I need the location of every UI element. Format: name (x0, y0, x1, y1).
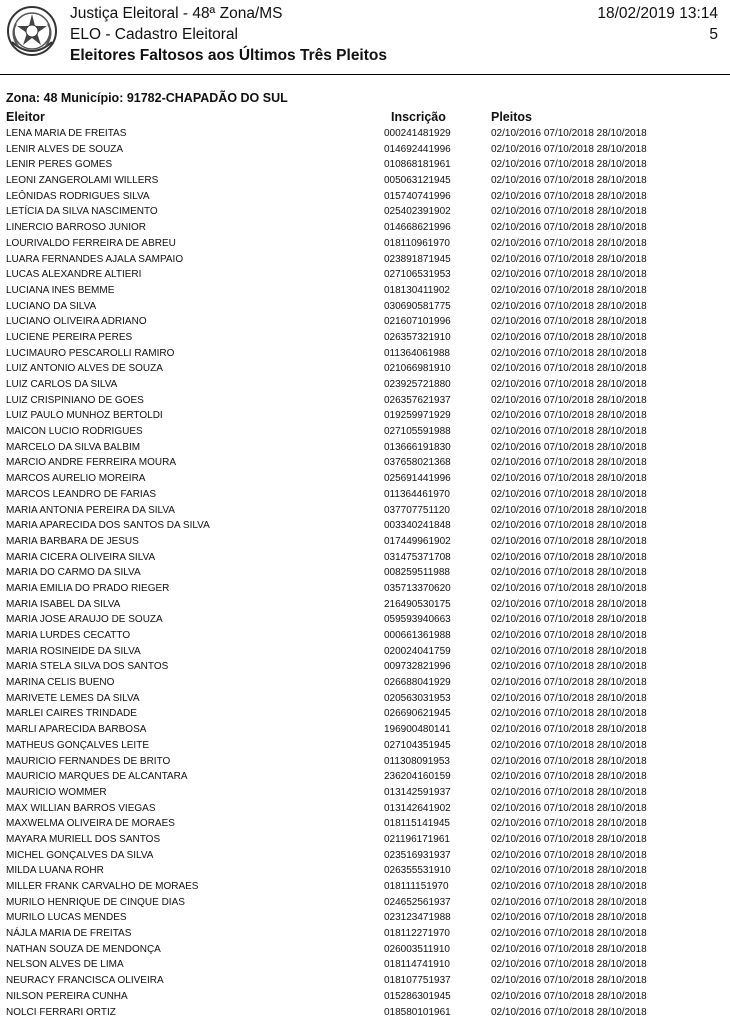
table-row (0, 754, 730, 770)
voter-name: LUARA FERNANDES AJALA SAMPAIO (6, 253, 184, 265)
voter-name: MARLI APARECIDA BARBOSA (6, 724, 147, 736)
missed-elections: 02/10/2016 07/10/2018 28/10/2018 (491, 567, 647, 579)
table-row (0, 1005, 730, 1021)
voter-name: LINERCIO BARROSO JUNIOR (6, 222, 147, 234)
voter-registration: 000241481929 (384, 128, 451, 139)
voter-name: MARINA CELIS BUENO (6, 677, 115, 689)
voter-name: LUIZ CRISPINIANO DE GOES (6, 394, 144, 406)
voter-registration: 030690581775 (384, 300, 451, 312)
voter-name: LEÔNIDAS RODRIGUES SILVA (6, 190, 150, 202)
table-row (0, 518, 730, 534)
table-row (0, 832, 730, 848)
column-header-pleitos: Pleitos (491, 110, 532, 124)
voter-registration: 035713370620 (384, 582, 451, 594)
report-datetime: 18/02/2019 13:14 (597, 5, 718, 22)
voter-registration: 025691441996 (384, 473, 451, 485)
voter-name: MARIA CICERA OLIVEIRA SILVA (6, 551, 156, 563)
missed-elections: 02/10/2016 07/10/2018 28/10/2018 (491, 582, 647, 594)
table-row (0, 157, 730, 173)
voter-name: MURILO LUCAS MENDES (6, 912, 127, 924)
voter-name: MARLEI CAIRES TRINDADE (6, 708, 137, 720)
voter-registration: 025402391902 (384, 206, 451, 218)
page-number: 5 (709, 26, 718, 43)
table-row (0, 722, 730, 738)
missed-elections: 02/10/2016 07/10/2018 28/10/2018 (491, 535, 647, 547)
voter-name: LENIR ALVES DE SOUZA (6, 143, 124, 155)
missed-elections: 02/10/2016 07/10/2018 28/10/2018 (491, 551, 647, 563)
voter-name: LEONI ZANGEROLAMI WILLERS (6, 175, 159, 187)
missed-elections: 02/10/2016 07/10/2018 28/10/2018 (491, 488, 647, 500)
voter-registration: 018110961970 (384, 237, 450, 249)
voter-registration: 008259511988 (384, 567, 450, 579)
table-row (0, 330, 730, 346)
table-row (0, 691, 730, 707)
voter-registration: 018114741910 (384, 959, 450, 971)
voter-registration: 027104351945 (384, 739, 451, 751)
missed-elections: 02/10/2016 07/10/2018 28/10/2018 (491, 410, 647, 422)
voter-registration: 005063121945 (384, 175, 451, 187)
voter-registration: 015286301945 (384, 990, 451, 1002)
missed-elections: 02/10/2016 07/10/2018 28/10/2018 (491, 614, 647, 626)
missed-elections: 02/10/2016 07/10/2018 28/10/2018 (491, 457, 647, 469)
missed-elections: 02/10/2016 07/10/2018 28/10/2018 (491, 677, 647, 689)
table-row (0, 926, 730, 942)
voter-name: MAURICIO MARQUES DE ALCANTARA (6, 771, 188, 783)
court-name: Justiça Eleitoral - 48ª Zona/MS (70, 5, 283, 22)
missed-elections: 02/10/2016 07/10/2018 28/10/2018 (491, 316, 647, 328)
table-row (0, 314, 730, 330)
voter-name: LUCIENE PEREIRA PERES (6, 331, 133, 343)
missed-elections: 02/10/2016 07/10/2018 28/10/2018 (491, 520, 647, 532)
voter-registration: 020024041759 (384, 645, 451, 657)
voter-name: LUIZ CARLOS DA SILVA (6, 379, 118, 390)
voter-registration: 021607101996 (384, 316, 451, 328)
table-row (0, 895, 730, 911)
missed-elections: 02/10/2016 07/10/2018 28/10/2018 (491, 394, 647, 406)
voter-registration: 026690621945 (384, 708, 451, 720)
voter-registration: 037658021368 (384, 457, 451, 469)
coat-of-arms-icon (6, 4, 58, 58)
zone-municipality: Zona: 48 Município: 91782-CHAPADÃO DO SUL (6, 91, 288, 105)
voter-registration: 018115141945 (384, 818, 450, 830)
report-header (0, 0, 730, 74)
missed-elections: 02/10/2016 07/10/2018 28/10/2018 (491, 833, 647, 845)
table-row (0, 455, 730, 471)
voter-name: MARIA JOSE ARAUJO DE SOUZA (6, 614, 163, 626)
missed-elections: 02/10/2016 07/10/2018 28/10/2018 (491, 865, 647, 877)
table-row (0, 644, 730, 660)
voter-name: NELSON ALVES DE LIMA (6, 959, 124, 971)
voter-name: MAURICIO FERNANDES DE BRITO (6, 755, 171, 767)
table-row (0, 879, 730, 895)
voter-registration: 018130411902 (384, 284, 450, 296)
voter-registration: 026357621937 (384, 394, 451, 406)
header-divider (0, 74, 730, 75)
voter-registration: 026355531910 (384, 865, 451, 877)
voter-registration: 026003511910 (384, 943, 450, 955)
voter-name: LUCIANA INES BEMME (6, 284, 115, 296)
voter-registration: 020563031953 (384, 692, 451, 704)
table-row (0, 283, 730, 299)
voter-registration: 011308091953 (384, 755, 450, 767)
missed-elections: 02/10/2016 07/10/2018 28/10/2018 (491, 802, 647, 814)
table-row (0, 942, 730, 958)
voter-registration: 013142641902 (384, 802, 451, 814)
voter-name: LUCAS ALEXANDRE ALTIERI (6, 269, 142, 281)
missed-elections: 02/10/2016 07/10/2018 28/10/2018 (491, 473, 647, 485)
voter-name: NÁJLA MARIA DE FREITAS (6, 928, 132, 940)
voter-name: MAXWELMA OLIVEIRA DE MORAES (6, 818, 175, 830)
table-row (0, 581, 730, 597)
table-row (0, 550, 730, 566)
voter-name: MARCOS AURELIO MOREIRA (6, 473, 146, 485)
voter-name: LOURIVALDO FERREIRA DE ABREU (6, 237, 176, 249)
missed-elections: 02/10/2016 07/10/2018 28/10/2018 (491, 912, 647, 924)
voter-registration: 013142591937 (384, 786, 451, 798)
voter-name: MARIA EMILIA DO PRADO RIEGER (6, 582, 170, 594)
table-row (0, 848, 730, 864)
voter-registration: 003340241848 (384, 520, 451, 532)
missed-elections: 02/10/2016 07/10/2018 28/10/2018 (491, 222, 647, 234)
voter-registration: 026688041929 (384, 677, 451, 689)
voter-registration: 019259971929 (384, 410, 451, 422)
table-row (0, 706, 730, 722)
voter-registration: 010868181961 (384, 159, 451, 171)
voter-name: MARIA ISABEL DA SILVA (6, 598, 121, 610)
missed-elections: 02/10/2016 07/10/2018 28/10/2018 (491, 504, 647, 516)
table-row (0, 173, 730, 189)
missed-elections: 02/10/2016 07/10/2018 28/10/2018 (491, 771, 647, 783)
voter-name: NEURACY FRANCISCA OLIVEIRA (6, 975, 164, 987)
missed-elections: 02/10/2016 07/10/2018 28/10/2018 (491, 426, 647, 438)
voter-name: MAURICIO WOMMER (6, 786, 107, 798)
voter-name: MARIA DO CARMO DA SILVA (6, 567, 141, 579)
voter-registration: 014692441996 (384, 143, 451, 155)
voter-registration: 031475371708 (384, 551, 451, 563)
table-row (0, 346, 730, 362)
missed-elections: 02/10/2016 07/10/2018 28/10/2018 (491, 724, 647, 736)
voter-name: LENA MARIA DE FREITAS (6, 128, 127, 139)
table-row (0, 220, 730, 236)
voter-registration: 018112271970 (384, 928, 450, 940)
missed-elections: 02/10/2016 07/10/2018 28/10/2018 (491, 849, 647, 861)
column-header-inscricao: Inscrição (391, 110, 446, 124)
table-row (0, 189, 730, 205)
table-row (0, 267, 730, 283)
voter-registration: 018107751937 (384, 975, 451, 987)
voter-name: MURILO HENRIQUE DE CINQUE DIAS (6, 896, 185, 908)
missed-elections: 02/10/2016 07/10/2018 28/10/2018 (491, 379, 647, 390)
voter-registration: 011364061988 (384, 347, 450, 359)
voter-name: MARIA ROSINEIDE DA SILVA (6, 645, 141, 657)
table-row (0, 816, 730, 832)
missed-elections: 02/10/2016 07/10/2018 28/10/2018 (491, 347, 647, 359)
voter-name: MAICON LUCIO RODRIGUES (6, 426, 143, 438)
voter-registration: 026357321910 (384, 331, 451, 343)
voter-name: LETÍCIA DA SILVA NASCIMENTO (6, 206, 158, 218)
table-row (0, 675, 730, 691)
table-row (0, 408, 730, 424)
table-row (0, 628, 730, 644)
voter-registration: 037707751120 (384, 504, 450, 516)
voter-name: MARIA LURDES CECATTO (6, 630, 131, 641)
missed-elections: 02/10/2016 07/10/2018 28/10/2018 (491, 300, 647, 312)
table-row (0, 142, 730, 158)
missed-elections: 02/10/2016 07/10/2018 28/10/2018 (491, 630, 647, 641)
voter-registration: 023516931937 (384, 849, 451, 861)
table-row (0, 534, 730, 550)
voter-name: MATHEUS GONÇALVES LEITE (6, 739, 149, 751)
missed-elections: 02/10/2016 07/10/2018 28/10/2018 (491, 363, 647, 375)
voter-list (0, 126, 730, 1020)
table-row (0, 863, 730, 879)
voter-name: MARIA ANTONIA PEREIRA DA SILVA (6, 504, 175, 516)
missed-elections: 02/10/2016 07/10/2018 28/10/2018 (491, 786, 647, 798)
table-row (0, 910, 730, 926)
table-row (0, 612, 730, 628)
voter-name: MARIA APARECIDA DOS SANTOS DA SILVA (6, 520, 210, 532)
missed-elections: 02/10/2016 07/10/2018 28/10/2018 (491, 237, 647, 249)
table-row (0, 126, 730, 142)
missed-elections: 02/10/2016 07/10/2018 28/10/2018 (491, 331, 647, 343)
voter-registration: 216490530175 (384, 598, 451, 610)
voter-registration: 059593940663 (384, 614, 451, 626)
voter-name: MICHEL GONÇALVES DA SILVA (6, 849, 154, 861)
table-row (0, 252, 730, 268)
table-row (0, 659, 730, 675)
voter-registration: 027105591988 (384, 426, 451, 438)
voter-registration: 196900480141 (384, 724, 451, 736)
table-row (0, 393, 730, 409)
voter-name: NATHAN SOUZA DE MENDONÇA (6, 943, 161, 955)
missed-elections: 02/10/2016 07/10/2018 28/10/2018 (491, 253, 647, 265)
table-row (0, 785, 730, 801)
table-row (0, 957, 730, 973)
missed-elections: 02/10/2016 07/10/2018 28/10/2018 (491, 739, 647, 751)
voter-registration: 009732821996 (384, 661, 451, 673)
voter-registration: 011364461970 (384, 488, 450, 500)
missed-elections: 02/10/2016 07/10/2018 28/10/2018 (491, 959, 647, 971)
voter-registration: 018580101961 (384, 1006, 451, 1018)
missed-elections: 02/10/2016 07/10/2018 28/10/2018 (491, 206, 647, 218)
voter-name: LUIZ ANTONIO ALVES DE SOUZA (6, 363, 163, 375)
table-row (0, 597, 730, 613)
voter-name: LUCIMAURO PESCAROLLI RAMIRO (6, 347, 175, 359)
missed-elections: 02/10/2016 07/10/2018 28/10/2018 (491, 284, 647, 296)
missed-elections: 02/10/2016 07/10/2018 28/10/2018 (491, 708, 647, 720)
voter-registration: 023123471988 (384, 912, 451, 924)
table-row (0, 424, 730, 440)
missed-elections: 02/10/2016 07/10/2018 28/10/2018 (491, 1006, 647, 1018)
table-row (0, 738, 730, 754)
table-row (0, 565, 730, 581)
table-row (0, 989, 730, 1005)
voter-name: MARCELO DA SILVA BALBIM (6, 441, 141, 453)
voter-name: LUCIANO OLIVEIRA ADRIANO (6, 316, 147, 328)
missed-elections: 02/10/2016 07/10/2018 28/10/2018 (491, 598, 647, 610)
voter-registration: 014668621996 (384, 222, 451, 234)
system-name: ELO - Cadastro Eleitoral (70, 26, 238, 43)
table-row (0, 299, 730, 315)
table-row (0, 973, 730, 989)
voter-name: NILSON PEREIRA CUNHA (6, 990, 128, 1002)
voter-registration: 013666191830 (384, 441, 451, 453)
missed-elections: 02/10/2016 07/10/2018 28/10/2018 (491, 128, 647, 139)
missed-elections: 02/10/2016 07/10/2018 28/10/2018 (491, 645, 647, 657)
voter-name: MARCOS LEANDRO DE FARIAS (6, 488, 157, 500)
voter-name: MILLER FRANK CARVALHO DE MORAES (6, 881, 199, 892)
voter-registration: 023891871945 (384, 253, 451, 265)
voter-name: MILDA LUANA ROHR (6, 865, 104, 877)
missed-elections: 02/10/2016 07/10/2018 28/10/2018 (491, 175, 647, 187)
voter-registration: 236204160159 (384, 771, 451, 783)
missed-elections: 02/10/2016 07/10/2018 28/10/2018 (491, 896, 647, 908)
voter-name: MARIA STELA SILVA DOS SANTOS (6, 661, 169, 673)
table-row (0, 440, 730, 456)
table-row (0, 361, 730, 377)
table-row (0, 503, 730, 519)
table-row (0, 471, 730, 487)
table-row (0, 236, 730, 252)
missed-elections: 02/10/2016 07/10/2018 28/10/2018 (491, 661, 647, 673)
missed-elections: 02/10/2016 07/10/2018 28/10/2018 (491, 928, 647, 940)
voter-registration: 027106531953 (384, 269, 451, 281)
voter-registration: 024652561937 (384, 896, 451, 908)
voter-registration: 017449961902 (384, 535, 451, 547)
voter-name: MARCIO ANDRE FERREIRA MOURA (6, 457, 177, 469)
column-header-eleitor: Eleitor (6, 110, 45, 124)
missed-elections: 02/10/2016 07/10/2018 28/10/2018 (491, 692, 647, 704)
voter-registration: 021196171961 (384, 833, 450, 845)
missed-elections: 02/10/2016 07/10/2018 28/10/2018 (491, 975, 647, 987)
missed-elections: 02/10/2016 07/10/2018 28/10/2018 (491, 755, 647, 767)
missed-elections: 02/10/2016 07/10/2018 28/10/2018 (491, 943, 647, 955)
table-row (0, 377, 730, 393)
voter-registration: 023925721880 (384, 379, 451, 390)
missed-elections: 02/10/2016 07/10/2018 28/10/2018 (491, 441, 647, 453)
table-row (0, 204, 730, 220)
voter-name: MAYARA MURIELL DOS SANTOS (6, 833, 161, 845)
table-row (0, 487, 730, 503)
missed-elections: 02/10/2016 07/10/2018 28/10/2018 (491, 190, 647, 202)
voter-registration: 018111151970 (384, 881, 449, 892)
voter-name: MARIVETE LEMES DA SILVA (6, 692, 140, 704)
missed-elections: 02/10/2016 07/10/2018 28/10/2018 (491, 269, 647, 281)
voter-registration: 015740741996 (384, 190, 451, 202)
voter-name: LUIZ PAULO MUNHOZ BERTOLDI (6, 410, 163, 422)
report-title: Eleitores Faltosos aos Últimos Três Pleitos (70, 47, 387, 64)
missed-elections: 02/10/2016 07/10/2018 28/10/2018 (491, 881, 647, 892)
voter-name: MAX WILLIAN BARROS VIEGAS (6, 802, 156, 814)
voter-name: NOLCI FERRARI ORTIZ (6, 1006, 116, 1018)
voter-registration: 000661361988 (384, 630, 451, 641)
voter-name: MARIA BARBARA DE JESUS (6, 535, 139, 547)
missed-elections: 02/10/2016 07/10/2018 28/10/2018 (491, 818, 647, 830)
table-row (0, 801, 730, 817)
missed-elections: 02/10/2016 07/10/2018 28/10/2018 (491, 990, 647, 1002)
missed-elections: 02/10/2016 07/10/2018 28/10/2018 (491, 159, 647, 171)
voter-registration: 021066981910 (384, 363, 451, 375)
voter-name: LENIR PERES GOMES (6, 159, 113, 171)
table-row (0, 769, 730, 785)
missed-elections: 02/10/2016 07/10/2018 28/10/2018 (491, 143, 647, 155)
voter-name: LUCIANO DA SILVA (6, 300, 97, 312)
